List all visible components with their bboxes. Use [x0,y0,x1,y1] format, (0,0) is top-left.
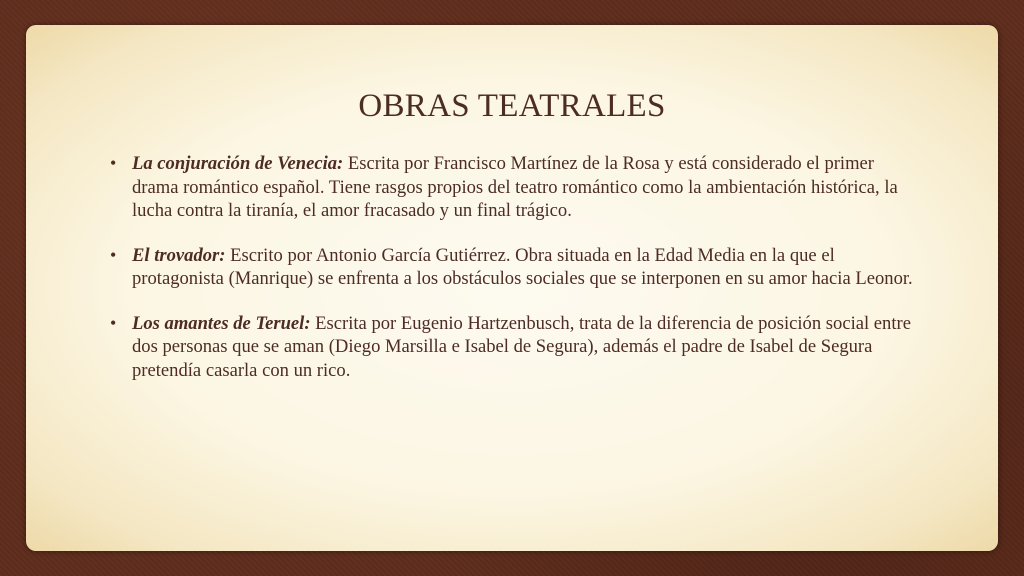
list-item [110,312,918,383]
list-item [110,152,918,223]
list-item [110,244,918,291]
play-title: La conjuración de Venecia: [132,153,344,174]
play-description: Escrita por Eugenio Hartzenbusch, trata de la diferencia de posición social entre dos personas que se aman (Diego Marsilla e Isabel de Segura), además el padre de Isabel de Segura pretendía casarla con un rico. [132,312,911,381]
slide-title: OBRAS TEATRALES [358,88,666,124]
bullet-icon: • [110,312,117,333]
play-title: Los amantes de Teruel: [132,312,311,334]
play-description: Escrita por Francisco Martínez de la Rosa y está considerado el primer drama romántico español. Tiene rasgos propios del teatro romántico como la ambientación histórica, la lucha contra la tiranía, el amor fracasado y un final trágico. [132,153,898,221]
play-title: El trovador: [132,244,226,266]
bullet-icon: • [110,153,117,173]
bullet-icon: • [110,244,117,265]
bullet-list [110,152,918,403]
play-description: Escrito por Antonio García Gutiérrez. Obra situada en la Edad Media en la que el protagonista (Manrique) se enfrenta a los obstáculos sociales que se interponen en su amor hacia Leonor. [132,244,913,289]
